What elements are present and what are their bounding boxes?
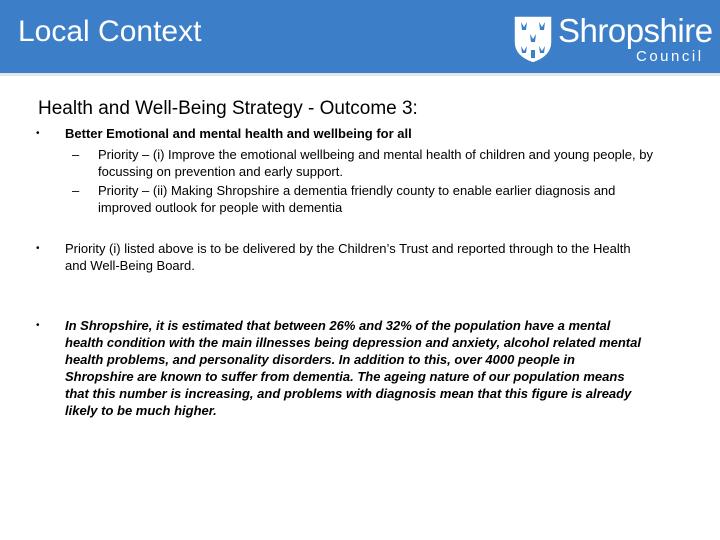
bullet-3-text: In Shropshire, it is estimated that between 26% and 32% of the population have a mental health condition with the main illnesses being depression and anxiety, alcohol related mental health problems, and personality disorders. In addition to this, over 4000 people in Shropshire are known to suffer from dementia. The ageing nature of our population means that this number is increasing, and problems with diagnosis mean that this figure is already likely to be much higher. bbox=[65, 318, 641, 418]
dash-icon: – bbox=[72, 147, 80, 162]
logo-subtext: Council bbox=[636, 48, 704, 65]
logo-wordmark: Shropshire bbox=[558, 12, 713, 49]
crest-icon bbox=[512, 14, 554, 64]
header-bar bbox=[0, 0, 720, 73]
subitem-2: Priority – (ii) Making Shropshire a dementia friendly county to enable earlier diagnosis and improved outlook for people with dementia bbox=[98, 183, 616, 215]
bullet-dot-icon: • bbox=[36, 128, 40, 139]
dash-icon: – bbox=[72, 183, 80, 198]
bullet-1-text: Better Emotional and mental health and wellbeing for all bbox=[65, 126, 412, 141]
bullet-2-text: Priority (i) listed above is to be delivered by the Children’s Trust and reported through to the Health and Well-Being Board. bbox=[65, 241, 631, 273]
bullet-dot-icon: • bbox=[36, 320, 40, 331]
bullet-dot-icon: • bbox=[36, 243, 40, 254]
subitem-1: Priority – (i) Improve the emotional wellbeing and mental health of children and young people, by focussing on prevention and early support. bbox=[98, 147, 653, 179]
council-logo bbox=[512, 12, 713, 66]
page-title: Local Context bbox=[18, 15, 202, 48]
section-subtitle: Health and Well-Being Strategy - Outcome 3: bbox=[38, 98, 418, 119]
header-divider bbox=[0, 73, 720, 76]
